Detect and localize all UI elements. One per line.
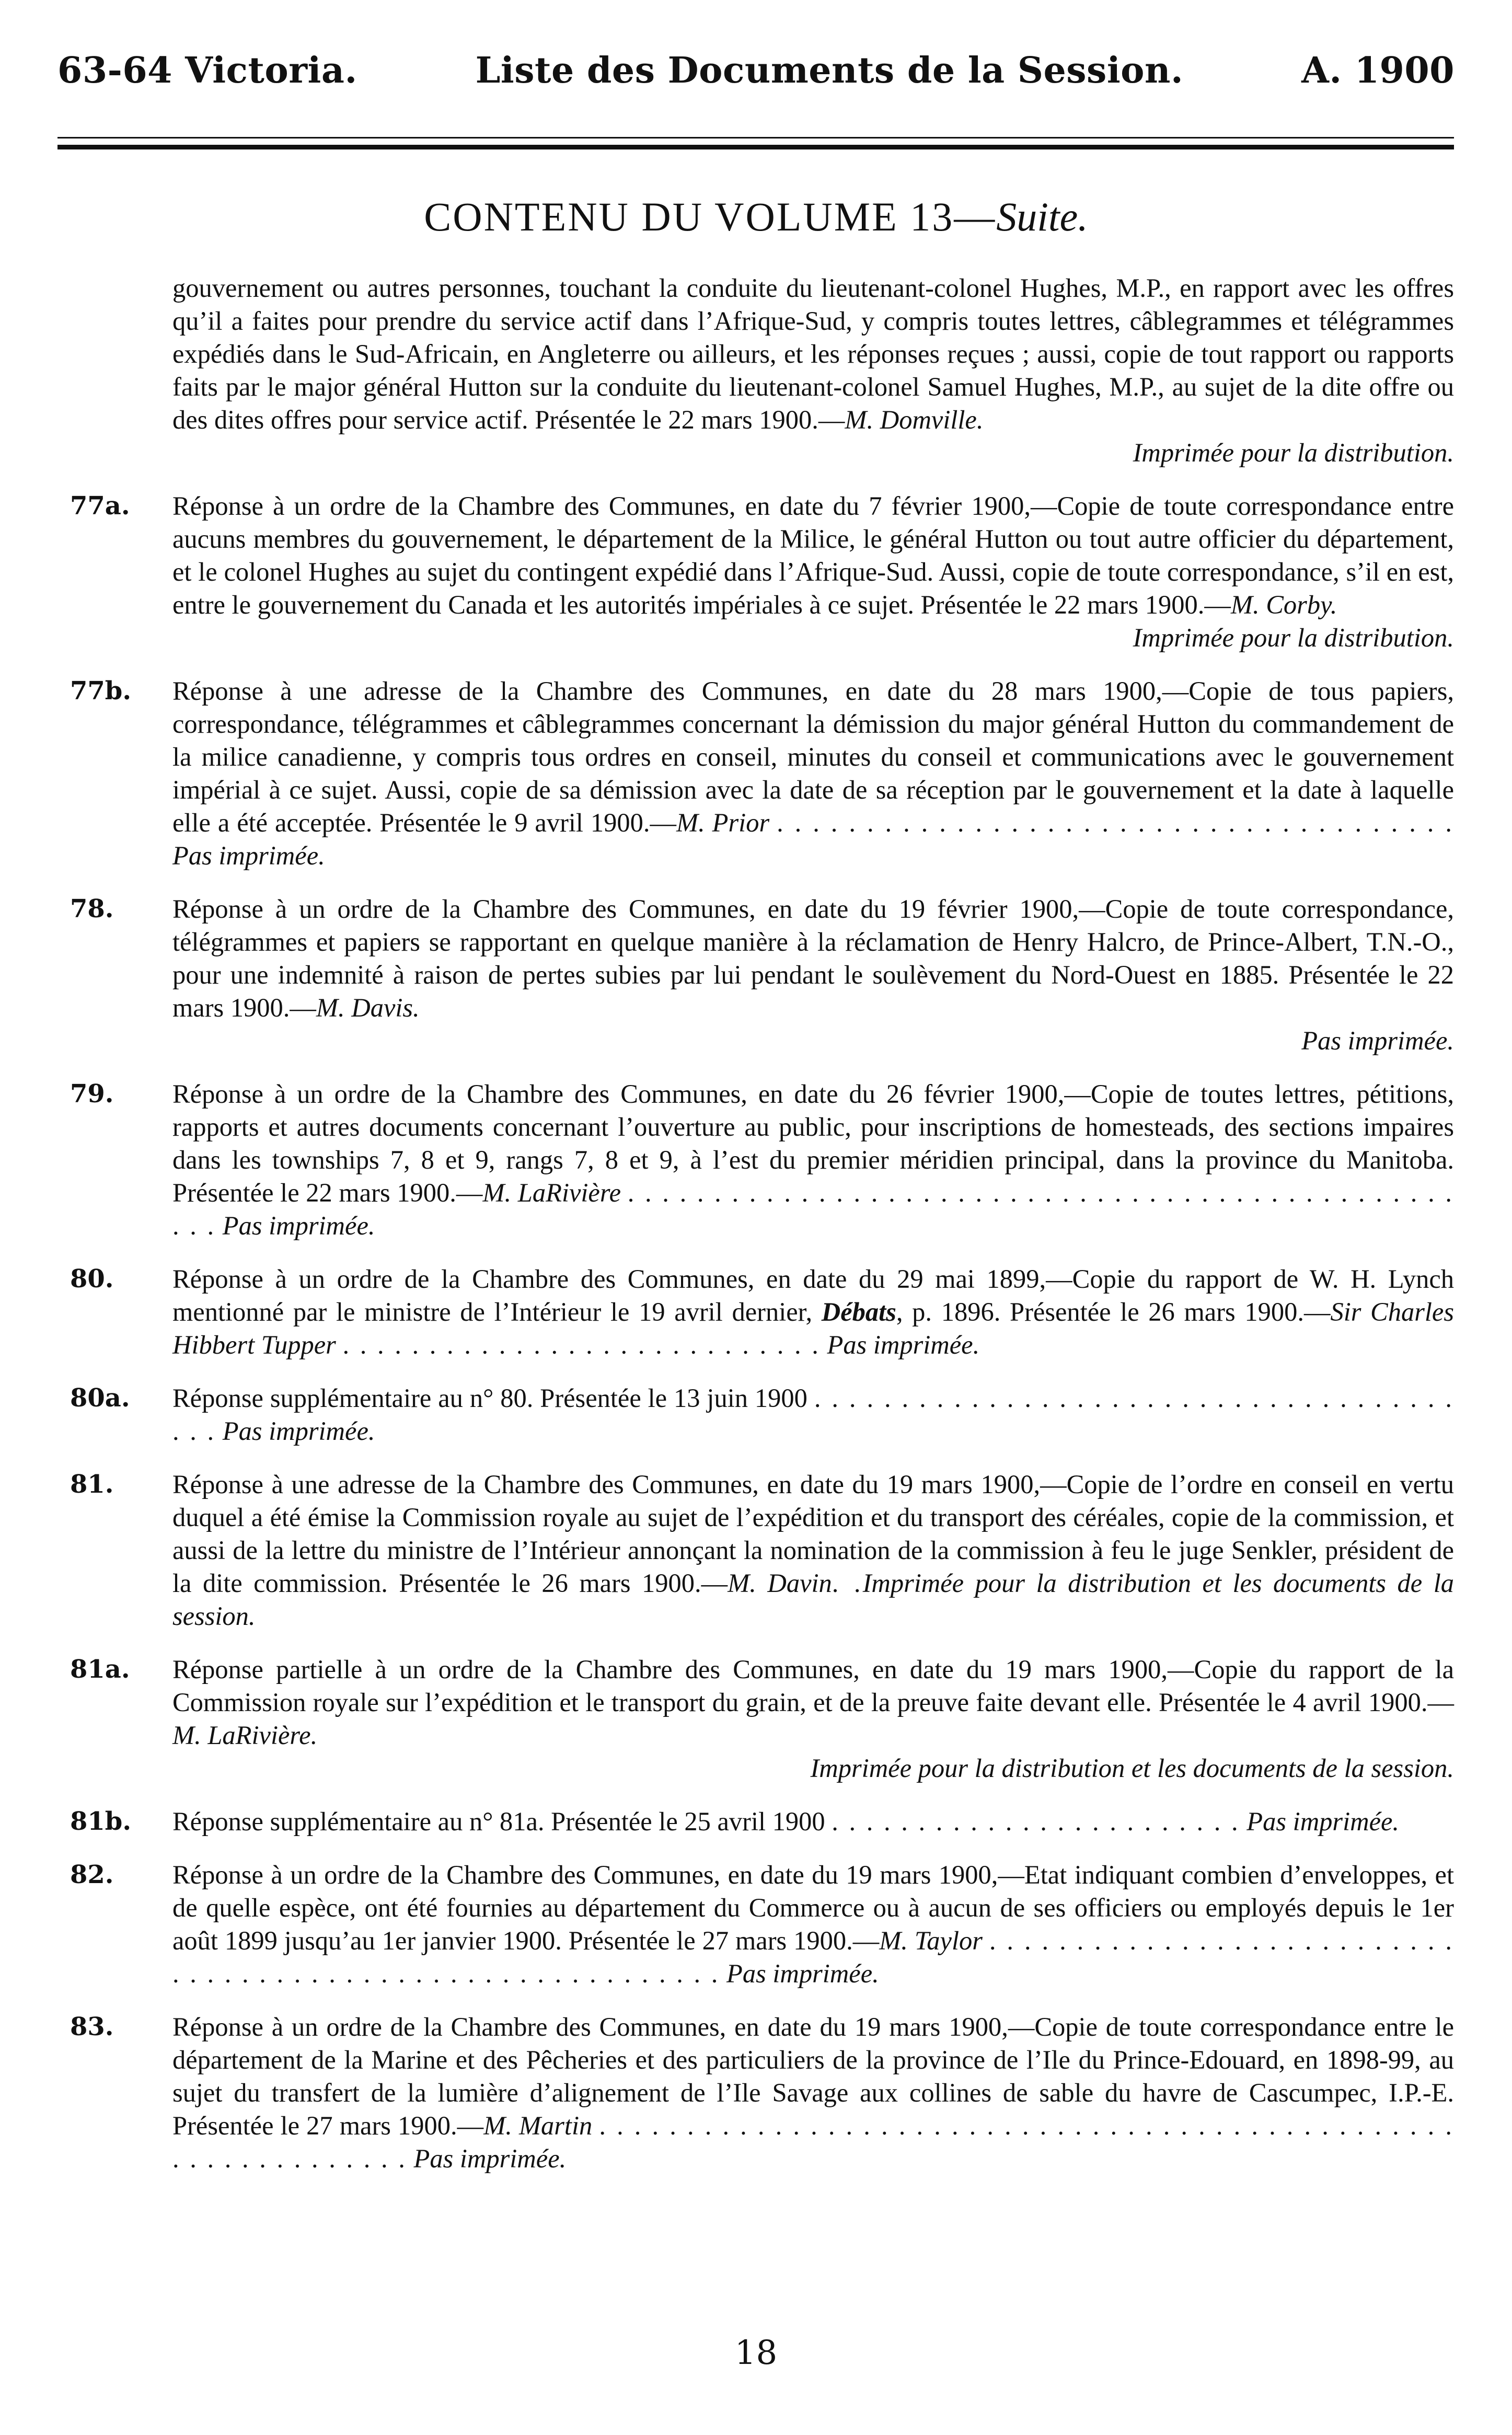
entry-text: Réponse supplémentaire au n° 80. Présentée le 13 juin 1900 (172, 1383, 807, 1413)
entry-status: Imprimée pour la distribution et les documents de la session. (810, 1753, 1454, 1783)
list-item (57, 1382, 1454, 1448)
entry-body (172, 490, 1454, 621)
entry-number: 80a. (70, 1383, 130, 1413)
dot-leader: . . (832, 1568, 863, 1598)
entry-status: Imprimée pour la distribution. (1133, 438, 1454, 467)
entry-text-continued: , p. 1896. Présentée le 26 mars 1900.— (896, 1297, 1331, 1326)
entry-member: Sir Charles Hibbert Tupper (172, 1297, 1454, 1359)
entry-status: Pas imprimée. (726, 1959, 879, 1988)
entry-text: Réponse à une adresse de la Chambre des Communes, en date du 28 mars 1900,—Copie de tous papiers, correspondance, télégrammes et câblegrammes concernant la démission du major général Hutton du commandement de la milice canadienne, y compris tous ordres en conseil, minutes du conseil et communications avec le gouvernement impérial à ce sujet. Aussi, copie de sa démission avec la date de sa réception par le gouvernement et la date à laquelle elle a été acceptée. Présentée le 9 avril 1900.— (172, 676, 1454, 837)
dot-leader: . . . . . . . . . . . . . . . . . . . . . . . . . . . . . . . . . . . . . . . . . . . . . . . . . . . . . . . . . . . (172, 1926, 1455, 1988)
entry-number: 78. (70, 894, 114, 924)
volume-title-suffix: Suite. (996, 194, 1088, 239)
entry-member: M. LaRivière. (172, 1721, 318, 1750)
entry-status: Pas imprimée. (1301, 1026, 1454, 1055)
entry-body (172, 1263, 1454, 1361)
list-item (57, 1263, 1454, 1361)
entry-body (172, 1078, 1454, 1242)
entry-number: 77a. (70, 491, 130, 521)
entry-text: Réponse supplémentaire au n° 81a. Présentée le 25 avril 1900 (172, 1807, 825, 1836)
list-item (57, 1653, 1454, 1785)
entry-body (172, 1468, 1454, 1633)
entry-body (172, 893, 1454, 1024)
entry-text: Réponse à un ordre de la Chambre des Communes, en date du 19 mars 1900,—Etat indiquant combien d’enveloppes, et de quelle espèce, ont été fournies au département du Commerce ou à aucun de ses officiers ou employés depuis le 1er août 1899 jusqu’au 1er janvier 1900. Présentée le 27 mars 1900.— (172, 1860, 1454, 1955)
entry-body (172, 1805, 1454, 1838)
dot-leader: . . . . . . . . . . . . . . . . . . . . . . . . . . . . (342, 1330, 821, 1359)
list-item (57, 1805, 1454, 1838)
entry-text: Réponse à un ordre de la Chambre des Communes, en date du 7 février 1900,—Copie de toute correspondance entre aucuns membres du gouvernement, le département de la Milice, le général Hutton ou tout autre officier du département, et le colonel Hughes au sujet du contingent expédié dans l’Afrique-Sud. Aussi, copie de toute correspondance, s’il en est, entre le gouvernement du Canada et les autorités impériales à ce sujet. Présentée le 22 mars 1900.— (172, 491, 1454, 619)
entry-status: Pas imprimée. (222, 1416, 375, 1446)
page-number: 18 (734, 2334, 778, 2372)
entry-member: M. Taylor (879, 1926, 983, 1955)
list-item (57, 1468, 1454, 1633)
entry-text: Réponse à un ordre de la Chambre des Communes, en date du 19 février 1900,—Copie de toute correspondance, télégrammes et papiers se rapportant en quelque manière à la réclamation de Henry Halcro, de Prince-Albert, T.N.-O., pour une indemnité à raison de pertes subies par lui pendant le soulèvement du Nord-Ouest en 1885. Présentée le 22 mars 1900.— (172, 894, 1454, 1022)
entry-number: 77b. (70, 676, 132, 706)
header-rule-thin (57, 137, 1454, 139)
dot-leader: . . . . . . . . . . . . . . . . . . . . . . . . . . . . . . . . . . . . . . . . (172, 1383, 1454, 1446)
entry-number: 81. (70, 1470, 114, 1499)
entry-body (172, 2011, 1454, 2175)
header-rule-thick (57, 145, 1454, 149)
entry-status: Imprimée pour la distribution. (1133, 623, 1454, 652)
entry-member: M. Davin (728, 1568, 832, 1598)
entry-status: Pas imprimée. (827, 1330, 980, 1359)
header-left: 63-64 Victoria. (57, 50, 357, 91)
running-header (57, 50, 1455, 97)
entry-number: 81b. (70, 1807, 132, 1836)
header-right: A. 1900 (1301, 50, 1455, 91)
list-item (57, 1078, 1454, 1242)
entry-text: gouvernement ou autres personnes, touchant la conduite du lieutenant-colonel Hughes, M.P., en rapport avec les offres qu’il a faites pour prendre du service actif dans l’Afrique-Sud, y compris toutes lettres, câblegrammes et télégrammes expédiés dans le Sud-Africain, en Angleterre ou ailleurs, et les réponses reçues ; aussi, copie de tout rapport ou rapports faits par le major général Hutton sur la conduite du lieutenant-colonel Samuel Hughes, M.P., au sujet de la dite offre ou des dites offres pour service actif. Présentée le 22 mars 1900.— (172, 273, 1454, 434)
entry-publication: Débats (821, 1297, 896, 1326)
continuation-entry (57, 272, 1454, 469)
list-item (57, 1859, 1454, 1990)
dot-leader: . . . . . . . . . . . . . . . . . . . . . . . . . . . . . . . . . . . . . . (777, 808, 1455, 837)
entry-member: M. LaRivière (482, 1178, 621, 1207)
dot-leader: . . . . . . . . . . . . . . . . . . . . . . . . . . . . . . . . . . . . . . . . . . . . . . . . . . . (172, 1178, 1455, 1240)
header-center: Liste des Documents de la Session. (475, 50, 1184, 91)
entry-status: Pas imprimée. (413, 2144, 567, 2173)
dot-leader: . . . . . . . . . . . . . . . . . . . . . . . . (832, 1807, 1240, 1836)
list-item (57, 2011, 1454, 2175)
entry-text: Réponse partielle à un ordre de la Chambre des Communes, en date du 19 mars 1900,—Copie du rapport de la Commission royale sur l’expédition et le transport du grain, et de la preuve faite devant elle. Présentée le 4 avril 1900.— (172, 1655, 1454, 1717)
volume-title (0, 193, 1512, 240)
entry-status: Imprimée pour la distribution et les documents de la session. (172, 1568, 1454, 1631)
entry-body (172, 1859, 1454, 1990)
volume-title-main: CONTENU DU VOLUME 13— (424, 194, 997, 239)
entry-number: 82. (70, 1860, 114, 1889)
entry-body (172, 1382, 1454, 1448)
entry-text: Réponse à un ordre de la Chambre des Communes, en date du 29 mai 1899,—Copie du rapport de W. H. Lynch mentionné par le ministre de l’Intérieur le 19 avril dernier, (172, 1264, 1454, 1326)
entry-body (172, 272, 1454, 436)
entry-member: M. Prior (676, 808, 770, 837)
entry-status: Pas imprimée. (1246, 1807, 1400, 1836)
entry-body (172, 675, 1454, 872)
entry-status: Pas imprimée. (172, 841, 325, 870)
entry-text: Réponse à un ordre de la Chambre des Communes, en date du 19 mars 1900,—Copie de toute correspondance entre le département de la Marine et des Pêcheries et des particuliers de la province de l’Ile du Prince-Edouard, en 1898-99, au sujet du transfert de la lumière d’alignement de l’Ile Savage aux collines de sable du havre de Cascumpec, I.P.-E. Présentée le 27 mars 1900.— (172, 2012, 1454, 2140)
list-item (57, 893, 1454, 1057)
list-item (57, 675, 1454, 872)
entry-status: Pas imprimée. (222, 1211, 375, 1240)
dot-leader: . . . . . . . . . . . . . . . . . . . . . . . . . . . . . . . . . . . . . . . . . . . . . . . . . . . . . . . . . . . . . . . (172, 2111, 1454, 2173)
entry-text: Réponse à un ordre de la Chambre des Communes, en date du 26 février 1900,—Copie de toutes lettres, pétitions, rapports et autres documents concernant l’ouverture au public, pour inscriptions de homesteads, des sections impaires dans les townships 7, 8 et 9, rangs 7, 8 et 9, à l’est du premier méridien principal, dans la province du Manitoba. Présentée le 22 mars 1900.— (172, 1079, 1454, 1207)
document-list (57, 272, 1454, 2196)
entry-member: M. Martin (483, 2111, 593, 2140)
entry-body (172, 1653, 1454, 1752)
entry-member: M. Davis. (316, 993, 420, 1022)
entry-number: 83. (70, 2012, 114, 2041)
entry-number: 80. (70, 1264, 114, 1294)
entry-text: Réponse à une adresse de la Chambre des Communes, en date du 19 mars 1900,—Copie de l’ordre en conseil en vertu duquel a été émise la Commission royale au sujet de l’expédition et du transport des céréales, copie de la commission, et aussi de la lettre du ministre de l’Intérieur annonçant la nomination de la commission à feu le juge Senkler, président de la dite commission. Présentée le 26 mars 1900.— (172, 1470, 1454, 1598)
entry-member: M. Domville. (845, 405, 984, 434)
entry-number: 81a. (70, 1655, 130, 1684)
entry-member: M. Corby. (1230, 590, 1337, 619)
entry-number: 79. (70, 1079, 114, 1109)
list-item (57, 490, 1454, 654)
